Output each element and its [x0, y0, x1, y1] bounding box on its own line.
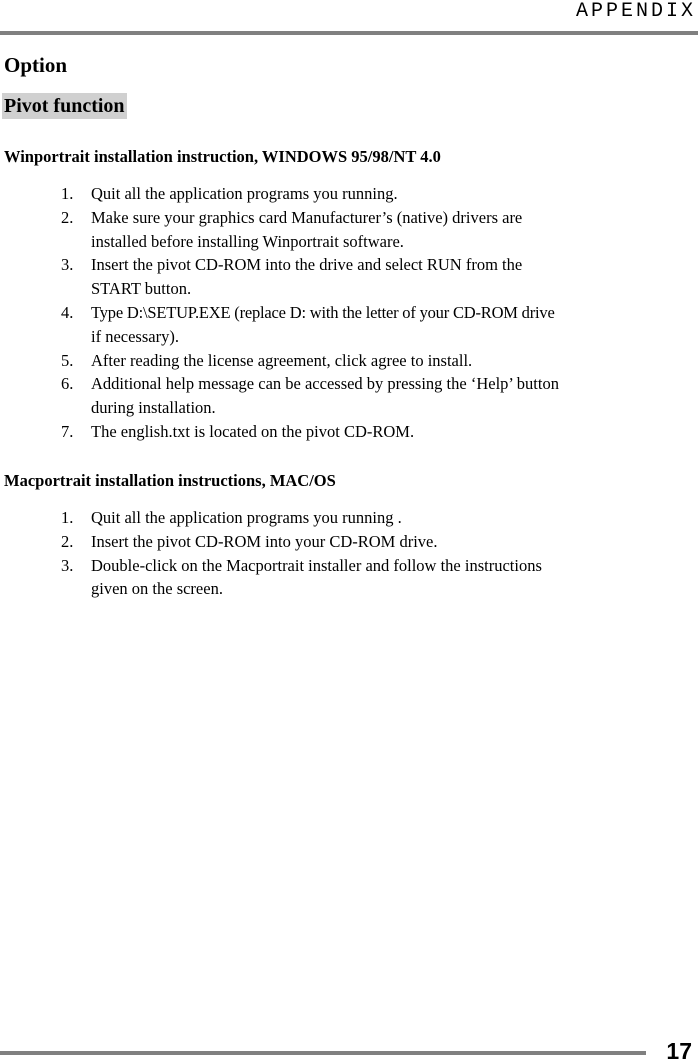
list-item: [4, 506, 698, 530]
windows-steps-list: [4, 182, 698, 444]
step-text: After reading the license agreement, click agree to install.: [91, 350, 473, 370]
mac-instructions: [4, 470, 698, 601]
step-number: 2.: [61, 531, 74, 551]
list-item: [4, 182, 698, 206]
list-item: [4, 372, 698, 420]
step-text: Make sure your graphics card Manufacturer’s (native) drivers are: [91, 207, 523, 227]
page-number: 17: [666, 1038, 692, 1064]
step-text-continued: START button.: [91, 279, 192, 299]
step-text-continued: given on the screen.: [91, 579, 223, 599]
list-item: [4, 301, 698, 349]
list-item: [4, 420, 698, 444]
section-title: Option: [4, 53, 68, 77]
step-text: The english.txt is located on the pivot CD-ROM.: [91, 421, 415, 441]
list-item: [4, 530, 698, 554]
step-text-continued: if necessary).: [91, 326, 179, 346]
list-item: [4, 349, 698, 373]
step-text: Additional help message can be accessed by pressing the ‘Help’ button: [91, 374, 559, 394]
step-number: 6.: [61, 374, 74, 394]
step-number: 4.: [61, 302, 74, 322]
step-text: Type D:\SETUP.EXE (replace D: with the letter of your CD-ROM drive: [91, 302, 555, 322]
subsection-title: Pivot function: [4, 95, 125, 117]
list-item: [4, 253, 698, 301]
step-text: Double-click on the Macportrait installer and follow the instructions: [91, 555, 542, 575]
step-number: 7.: [61, 421, 74, 441]
step-number: 3.: [61, 255, 74, 275]
windows-instructions: [4, 146, 698, 444]
step-text-continued: installed before installing Winportrait software.: [91, 231, 404, 251]
step-text-continued: during installation.: [91, 398, 216, 418]
windows-heading: Winportrait installation instruction, WINDOWS 95/98/NT 4.0: [4, 147, 441, 166]
step-number: 1.: [61, 508, 74, 527]
footer-divider: [0, 1051, 646, 1055]
step-number: 1.: [61, 184, 74, 203]
step-text: Quit all the application programs you running.: [91, 184, 398, 203]
mac-steps-list: [4, 506, 698, 601]
step-number: 2.: [61, 207, 74, 227]
list-item: [4, 554, 698, 602]
step-text: Insert the pivot CD-ROM into the drive and select RUN from the: [91, 255, 523, 275]
step-text: Quit all the application programs you running .: [91, 508, 402, 527]
list-item: [4, 206, 698, 254]
step-number: 3.: [61, 555, 74, 575]
mac-heading: Macportrait installation instructions, MAC/OS: [4, 471, 336, 490]
step-text: Insert the pivot CD-ROM into your CD-ROM drive.: [91, 531, 438, 551]
step-number: 5.: [61, 350, 74, 370]
header-divider: [0, 31, 698, 35]
running-header-title: APPENDIX: [575, 0, 696, 23]
